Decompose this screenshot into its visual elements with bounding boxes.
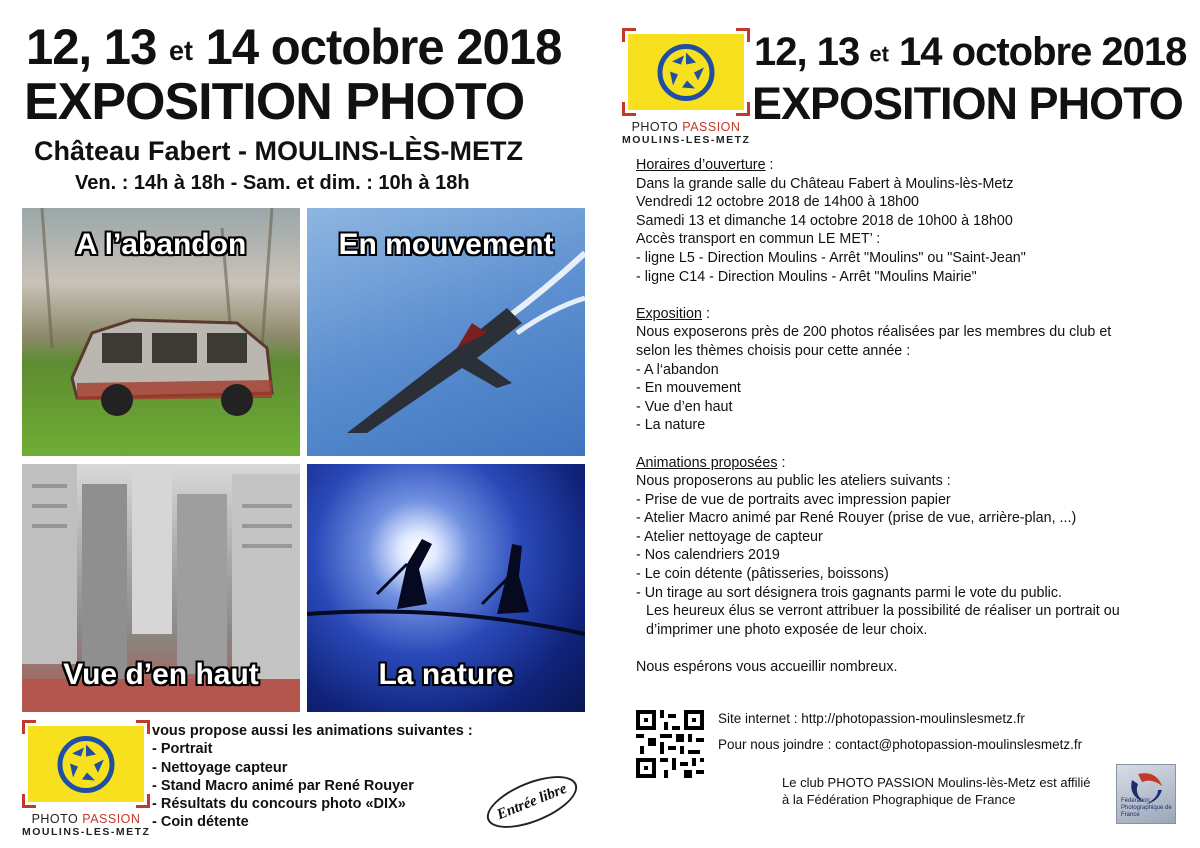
exposition-line: selon les thèmes choisis pour cette année : xyxy=(636,342,911,359)
affiliation-line: Le club PHOTO PASSION Moulins-lès-Metz est affilié xyxy=(782,775,1091,790)
right-date-heading xyxy=(754,30,1186,75)
animations-line: - Atelier Macro animé par René Rouyer (prise de vue, arrière-plan, ...) xyxy=(636,510,1077,527)
horaires-line: - ligne C14 - Direction Moulins - Arrêt "Moulins Mairie" xyxy=(636,268,977,285)
animations-line: - Atelier nettoyage de capteur xyxy=(636,528,823,545)
horaires-line: Vendredi 12 octobre 2018 de 14h00 à 18h00 xyxy=(636,194,920,211)
horaires-line: - ligne L5 - Direction Moulins - Arrêt "Moulins" ou "Saint-Jean" xyxy=(636,249,1026,266)
logo-city: MOULINS-LES-METZ xyxy=(622,134,751,146)
extras-item: - Coin détente xyxy=(152,814,249,831)
left-date-et: et xyxy=(169,34,193,66)
logo-brand-passion: PASSION xyxy=(682,120,741,134)
right-date-days: 12, 13 xyxy=(754,30,860,74)
exposition-line: - La nature xyxy=(636,417,706,434)
right-date-et: et xyxy=(869,41,889,67)
horaires-section xyxy=(636,156,1176,286)
extras-item: - Portrait xyxy=(152,741,213,758)
contact-email[interactable]: Pour nous joindre : contact@photopassion-moulinslesmetz.fr xyxy=(718,737,1083,752)
extras-item: - Stand Macro animé par René Rouyer xyxy=(152,777,414,794)
animations-title: Animations proposées xyxy=(636,454,778,471)
aperture-icon xyxy=(57,735,115,793)
event-information xyxy=(636,156,1176,677)
logo-city: MOULINS-LES-METZ xyxy=(22,826,151,838)
exposition-line: - A l‘abandon xyxy=(636,361,719,378)
venue: Château Fabert - MOULINS-LÈS-METZ xyxy=(34,136,524,166)
logo-brand xyxy=(622,120,750,134)
horaires-title: Horaires d’ouverture xyxy=(636,157,766,173)
photo-mouvement xyxy=(307,208,585,456)
animations-line: Nous proposerons au public les ateliers suivants : xyxy=(636,473,951,490)
left-exposition-title: EXPOSITION PHOTO xyxy=(24,73,525,131)
photo-passion-logo-right xyxy=(622,28,750,146)
animations-line: d’imprimer une photo exposée de leur choix. xyxy=(646,621,928,638)
horaires-line: Dans la grande salle du Château Fabert à Moulins-lès-Metz xyxy=(636,175,1014,192)
fpf-logo xyxy=(1116,764,1176,824)
extra-animations xyxy=(152,722,473,832)
right-exposition-title: EXPOSITION PHOTO xyxy=(752,78,1183,129)
photo-vue-haut xyxy=(22,464,300,712)
exposition-sep: : xyxy=(701,305,710,322)
closing-line: Nous espérons vous accueillir nombreux. xyxy=(636,659,898,676)
photo-mouvement-caption: En mouvement xyxy=(338,228,554,261)
horaires-sep: : xyxy=(765,157,774,173)
photo-vue-haut-caption: Vue d’en haut xyxy=(63,658,259,691)
exposition-line: - En mouvement xyxy=(636,380,741,397)
qr-code-icon xyxy=(636,710,704,778)
photo-passion-logo-left xyxy=(22,720,150,838)
animations-line: Les heureux élus se verront attribuer la possibilité de réaliser un portrait ou xyxy=(646,603,1120,620)
exposition-title: Exposition xyxy=(636,305,702,322)
animations-line: - Le coin détente (pâtisseries, boissons) xyxy=(636,566,889,583)
free-entry-stamp: Entrée libre xyxy=(480,765,584,838)
fpf-logo-text: Fédération Photographique de France xyxy=(1121,798,1172,818)
horaires-line: Samedi 13 et dimanche 14 octobre 2018 de 10h00 à 18h00 xyxy=(636,212,1013,229)
website-link[interactable]: Site internet : http://photopassion-moulinslesmetz.fr xyxy=(718,711,1025,726)
animations-line: - Prise de vue de portraits avec impression papier xyxy=(636,491,951,508)
opening-hours: Ven. : 14h à 18h - Sam. et dim. : 10h à 18h xyxy=(75,172,470,194)
left-date-days: 12, 13 xyxy=(26,19,157,75)
affiliation-note xyxy=(782,774,1091,808)
animations-line: - Un tirage au sort désignera trois gagnants parmi le vote du public. xyxy=(636,584,1062,601)
animations-line: - Nos calendriers 2019 xyxy=(636,547,780,564)
qr-code[interactable] xyxy=(636,710,704,778)
logo-brand-photo: PHOTO xyxy=(631,120,679,134)
left-date-heading xyxy=(26,18,561,76)
exposition-section xyxy=(636,305,1176,435)
animations-sep: : xyxy=(777,454,786,471)
extras-item: - Nettoyage capteur xyxy=(152,759,288,776)
photo-nature xyxy=(307,464,585,712)
horaires-line: Accès transport en commun LE MET’ : xyxy=(636,231,881,248)
photo-abandon-caption: A l’abandon xyxy=(75,228,247,261)
logo-brand-photo: PHOTO xyxy=(31,812,79,826)
extras-item: - Résultats du concours photo «DIX» xyxy=(152,796,406,813)
animations-section xyxy=(636,454,1176,640)
logo-brand-passion: PASSION xyxy=(82,812,141,826)
photo-nature-caption: La nature xyxy=(378,658,514,691)
extras-title: vous propose aussi les animations suivantes : xyxy=(152,723,473,739)
aperture-icon xyxy=(657,43,715,101)
exposition-line: Nous exposerons près de 200 photos réalisées par les membres du club et xyxy=(636,324,1112,341)
affiliation-line: à la Fédération Phographique de France xyxy=(782,792,1016,807)
logo-brand xyxy=(22,812,150,826)
right-date-month: 14 octobre 2018 xyxy=(899,30,1187,74)
photo-abandon xyxy=(22,208,300,456)
left-date-month: 14 octobre 2018 xyxy=(205,19,562,75)
exposition-line: - Vue d’en haut xyxy=(636,398,733,415)
